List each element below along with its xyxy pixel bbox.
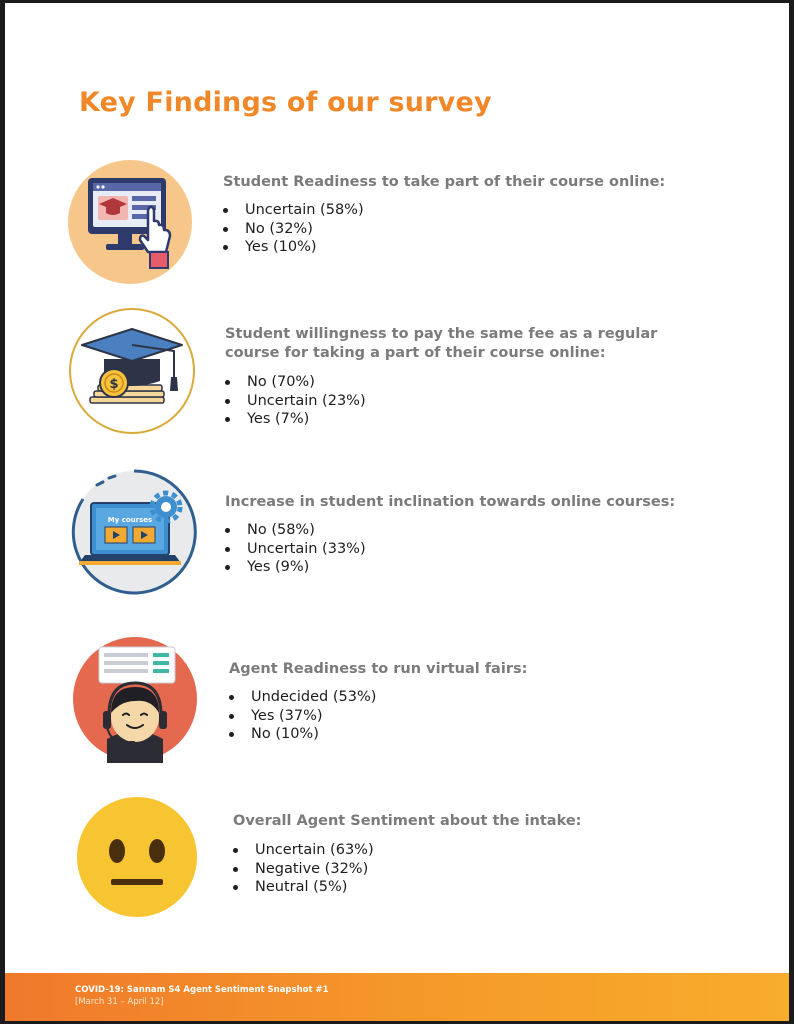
finding-list — [225, 373, 625, 429]
finding-heading: Increase in student inclination towards online courses: — [225, 494, 676, 510]
agent-headset-icon — [71, 635, 199, 763]
svg-text:My courses: My courses — [107, 516, 153, 524]
neutral-face-icon — [75, 795, 199, 919]
list-item: Negative (32%) — [233, 860, 633, 879]
footer-date-range: [March 31 – April 12] — [75, 997, 164, 1007]
list-item: No (70%) — [225, 373, 625, 392]
list-item: Yes (7%) — [225, 410, 625, 429]
list-item: Uncertain (23%) — [225, 392, 625, 411]
svg-text:$: $ — [109, 377, 119, 392]
list-item: Yes (9%) — [225, 558, 625, 577]
list-item: Yes (10%) — [223, 238, 623, 257]
page-footer — [5, 973, 789, 1021]
finding-list — [229, 688, 629, 744]
list-item: Yes (37%) — [229, 707, 629, 726]
list-item: Undecided (53%) — [229, 688, 629, 707]
list-item: Uncertain (33%) — [225, 540, 625, 559]
list-item: No (58%) — [225, 521, 625, 540]
list-item: Uncertain (63%) — [233, 841, 633, 860]
computer-click-icon — [68, 160, 192, 284]
finding-heading: Student willingness to pay the same fee as a regular course for taking a part of their course online: — [225, 326, 658, 361]
finding-list — [233, 841, 633, 897]
footer-title: COVID-19: Sannam S4 Agent Sentiment Snapshot #1 — [75, 985, 329, 995]
finding-heading: Agent Readiness to run virtual fairs: — [229, 661, 528, 677]
document-page — [5, 3, 789, 1021]
finding-list — [223, 201, 623, 257]
graduation-cap-coins-icon — [68, 307, 196, 435]
finding-heading: Overall Agent Sentiment about the intake: — [233, 813, 582, 829]
list-item: No (10%) — [229, 725, 629, 744]
laptop-courses-icon — [69, 467, 199, 597]
page-title: Key Findings of our survey — [79, 87, 492, 118]
list-item: Uncertain (58%) — [223, 201, 623, 220]
list-item: Neutral (5%) — [233, 878, 633, 897]
list-item: No (32%) — [223, 220, 623, 239]
finding-heading: Student Readiness to take part of their course online: — [223, 174, 666, 190]
finding-list — [225, 521, 625, 577]
